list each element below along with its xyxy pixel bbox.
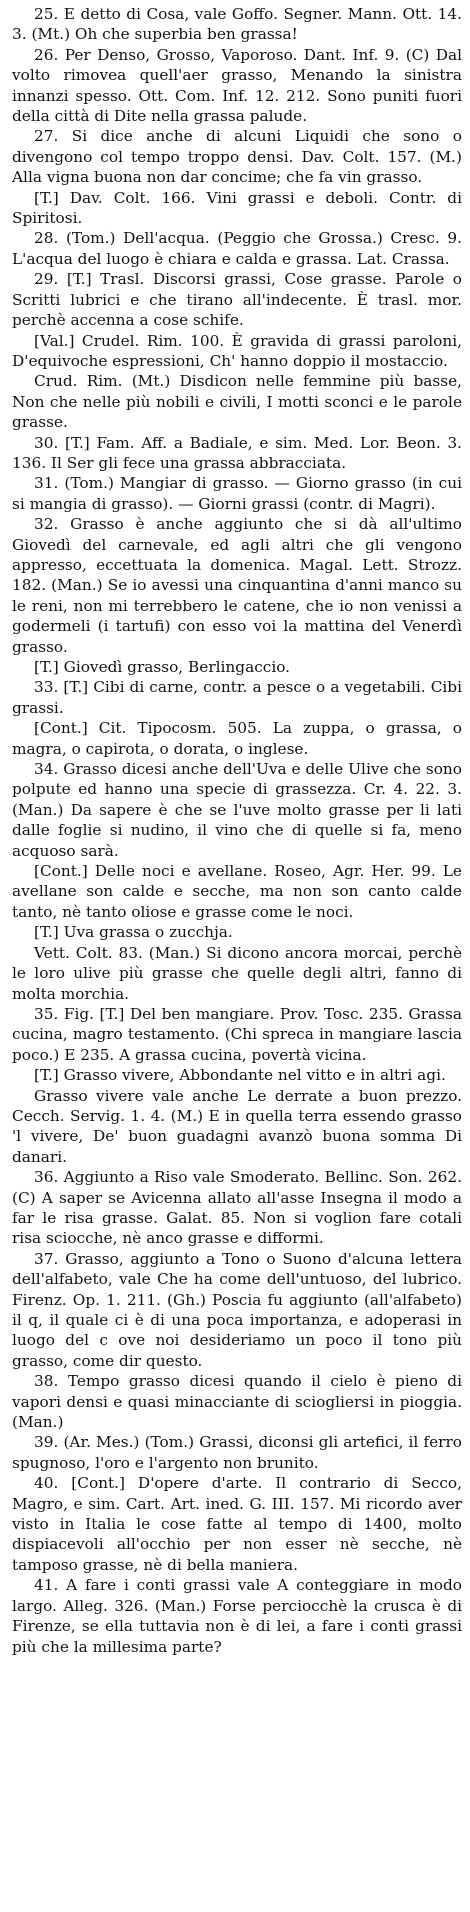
entry-32: 32. Grasso è anche aggiunto che si dà all'ultimo Giovedì del carnevale, ed agli altri che gli vengono appresso, eccettuata la domenica. Magal. Lett. Strozz. 182. (Man.) Se io avessi una cinquantina d'anni manco su le reni, non mi terrebbero le catene, che io non venissi a godermeli (i tartufi) con esso voi la mattina del Venerdì grasso. — [12, 515, 462, 656]
entry-27-citation: [T.] Dav. Colt. 166. Vini grassi e deboli. Contr. di Spiritosi. — [12, 188, 462, 228]
entry-30: 30. [T.] Fam. Aff. a Badiale, e sim. Med. Lor. Beon. 3. 136. Il Ser gli fece una grassa abbracciata. — [12, 433, 462, 472]
entry-33-citation: [Cont.] Cit. Tipocosm. 505. La zuppa, o grassa, o magra, o capirota, o dorata, o inglese. — [12, 719, 462, 758]
entry-29: 29. [T.] Trasl. Discorsi grassi, Cose grasse. Parole o Scritti lubrici e che tirano all'indecente. È trasl. mor. perchè accenna a cose schife. — [12, 270, 462, 330]
entry-32-citation: [T.] Giovedì grasso, Berlingaccio. — [34, 658, 291, 676]
entry-34-citation-vett: Vett. Colt. 83. (Man.) Si dicono ancora morcai, perchè le loro ulive più grasse che quelle degli altri, fanno di molta morchia. — [12, 943, 462, 1003]
entry-35-grasso-vivere: Grasso vivere vale anche Le derrate a buon prezzo. Cecch. Servig. 1. 4. (M.) E in quella terra essendo grasso 'l vivere, De' buon guadagni avanzò buona somma Di danari. — [12, 1086, 462, 1166]
entry-27: 27. Si dice anche di alcuni Liquidi che sono o divengono col tempo troppo densi. Dav. Colt. 157. (M.) Alla vigna buona non dar concime; che fa vin grasso. — [12, 127, 462, 187]
entry-38: 38. Tempo grasso dicesi quando il cielo è pieno di vapori densi e quasi minacciante di sciogliersi in pioggia. (Man.) — [12, 1372, 462, 1432]
entry-34: 34. Grasso dicesi anche dell'Uva e delle Ulive che sono polpute ed hanno una specie di grassezza. Cr. 4. 22. 3. (Man.) Da sapere è che se l'uve molto grasse per li lati dalle foglie si nudino, il vino che di quelle si fa, meno acquoso sarà. — [12, 760, 462, 860]
entry-39: 39. (Ar. Mes.) (Tom.) Grassi, diconsi gli artefici, il ferro spugnoso, l'oro e l'argento non brunito. — [12, 1433, 462, 1472]
entry-33: 33. [T.] Cibi di carne, contr. a pesce o a vegetabili. Cibi grassi. — [12, 678, 462, 717]
entry-35-citation: [T.] Grasso vivere, Abbondante nel vitto e in altri agi. — [34, 1066, 446, 1085]
entry-28: 28. (Tom.) Dell'acqua. (Peggio che Grossa.) Cresc. 9. L'acqua del luogo è chiara e calda e grassa. Lat. Crassa. — [12, 229, 462, 268]
entry-25: 25. E detto di Cosa, vale Goffo. Segner. Mann. Ott. 14. 3. (Mt.) Oh che superbia ben grassa! — [12, 5, 462, 44]
entry-36: 36. Aggiunto a Riso vale Smoderato. Bellinc. Son. 262. (C) A saper se Avicenna allato all'asse Insegna il modo a far le risa grasse. Galat. 85. Non si voglion fare cotali risa sciocche, nè anco grasse e difformi. — [12, 1168, 462, 1248]
entry-29-citation-val: [Val.] Crudel. Rim. 100. È gravida di grassi paroloni, D'equivoche espressioni, Ch' hanno doppio il mostaccio. — [12, 331, 462, 370]
entry-26: 26. Per Denso, Grosso, Vaporoso. Dant. Inf. 9. (C) Dal volto rimovea quell'aer grasso, Menando la sinistra innanzi spesso. Ott. Com. Inf. 12. 212. Sono puniti fuori della città di Dite nella grassa palude. — [12, 45, 462, 126]
entry-35: 35. Fig. [T.] Del ben mangiare. Prov. Tosc. 235. Grassa cucina, magro testamento. (Chi spreca in mangiare lascia poco.) E 235. A grassa cucina, povertà vicina. — [12, 1004, 462, 1064]
entry-34-citation-uva: [T.] Uva grassa o zucchja. — [34, 923, 233, 942]
entry-40: 40. [Cont.] D'opere d'arte. Il contrario di Secco, Magro, e sim. Cart. Art. ined. G. III. 157. Mi ricordo aver visto in Italia le cose fatte al tempo di 1400, molto dispiacevoli all'occhio per non esser nè secche, nè tamposo grasse, nè di bella maniera. — [12, 1474, 462, 1574]
entry-29-citation-crud: Crud. Rim. (Mt.) Disdicon nelle femmine più basse, Non che nelle più nobili e civili, I motti sconci e le parole grasse. — [12, 372, 462, 432]
entry-34-citation-noci: [Cont.] Delle noci e avellane. Roseo, Agr. Her. 99. Le avellane son calde e secche, ma non son canto calde tanto, nè tanto oliose e grasse come le noci. — [12, 862, 462, 921]
entry-37: 37. Grasso, aggiunto a Tono o Suono d'alcuna lettera dell'alfabeto, vale Che ha come dell'untuoso, del lubrico. Firenz. Op. 1. 211. (Gh.) Poscia fu aggiunto (all'alfabeto) il q, il quale ci è di una poca importanza, e adoperasi in luogo del c ove noi desideriamo un poco il tono più grasso, come dir questo. — [12, 1249, 462, 1370]
entry-41: 41. A fare i conti grassi vale A conteggiare in modo largo. Alleg. 326. (Man.) Forse perciocchè la crusca è di Firenze, se ella tuttavia non è di lei, a fare i conti grassi più che la millesima parte? — [12, 1576, 462, 1656]
entry-31: 31. (Tom.) Mangiar di grasso. — Giorno grasso (in cui si mangia di grasso). — Giorni grassi (contr. di Magri). — [12, 474, 462, 513]
